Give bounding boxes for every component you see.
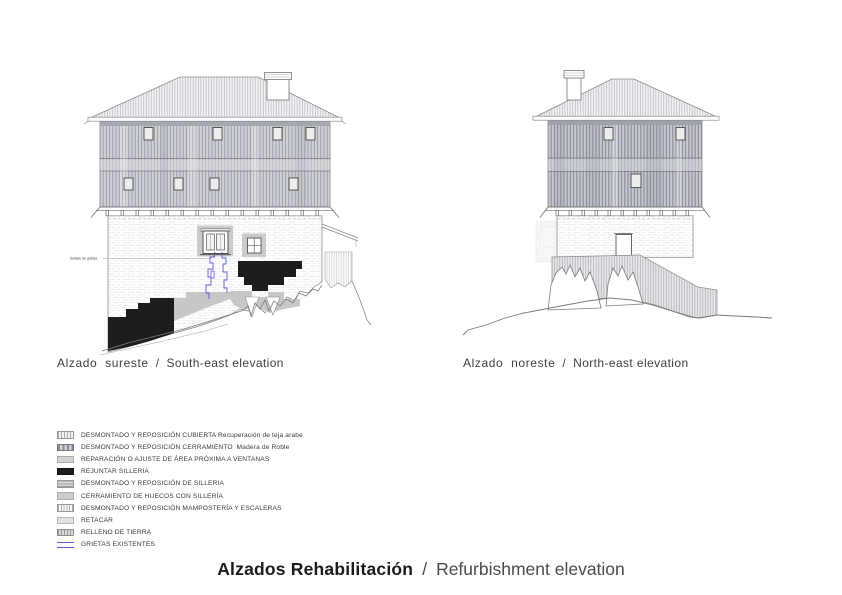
ne-stone-base — [557, 216, 693, 257]
se-chimney-icon — [265, 73, 292, 101]
legend-label: RETACAR — [81, 516, 114, 524]
legend-label: CERRAMIENTO DE HUECOS CON SILLERÍA — [81, 492, 224, 500]
sheet-title-es: Alzados Rehabilitación — [217, 559, 414, 579]
caption-separator: / — [155, 356, 160, 370]
sheet-title-en: Refurbishment elevation — [436, 559, 625, 579]
sheet-title-separator: / — [422, 559, 428, 579]
legend-label: DESMONTADO Y REPOSICIÓN CUBIERTA Recuperación de teja arabe — [81, 431, 303, 439]
legend — [57, 429, 303, 551]
legend-label: REPARACIÓN O AJUSTE DE ÁREA PRÓXIMA A VENTANAS — [81, 455, 270, 463]
legend-item — [57, 478, 303, 490]
se-timber-cladding — [100, 122, 330, 208]
legend-label: DESMONTADO Y REPOSICIÓN DE SILLERIA — [81, 480, 225, 488]
legend-label: DESMONTADO Y REPOSICIÓN CERRAMIENTO Madera de Roble — [81, 443, 290, 451]
legend-swatch-oak-cladding-hatch — [57, 444, 74, 452]
legend-item — [57, 490, 303, 502]
crack-annotation-label: Sellado de grietas — [70, 256, 98, 261]
legend-item — [57, 453, 303, 465]
legend-item — [57, 441, 303, 453]
legend-item — [57, 466, 303, 478]
northeast-caption-es: Alzado noreste — [463, 356, 556, 370]
legend-label: REJUNTAR SILLERIA — [81, 468, 150, 476]
se-adjoining-structure — [322, 224, 371, 325]
ne-roof — [533, 79, 719, 120]
se-small-window — [242, 234, 266, 258]
legend-item — [57, 527, 303, 539]
northeast-caption — [463, 356, 689, 370]
ne-chimney-icon — [564, 71, 584, 101]
se-main-window — [197, 226, 233, 257]
legend-swatch-earth-fill-hatch — [57, 529, 74, 537]
legend-item — [57, 539, 303, 551]
legend-swatch-solid-light-gray — [57, 517, 74, 525]
legend-swatch-blue-crack-lines — [57, 542, 74, 549]
legend-swatch-masonry-vertical-hatch — [57, 504, 74, 512]
sheet-title — [0, 559, 842, 580]
ne-timber-cladding — [548, 121, 702, 208]
legend-label: RELLENO DE TIERRA — [81, 529, 152, 537]
southeast-caption-es: Alzado sureste — [57, 356, 149, 370]
ne-door — [614, 234, 633, 258]
legend-swatch-roof-tile-hatch — [57, 431, 74, 439]
northeast-elevation-drawing — [455, 58, 785, 360]
se-roof — [84, 77, 346, 124]
legend-item — [57, 502, 303, 514]
legend-swatch-solid-black — [57, 468, 74, 476]
legend-swatch-ashlar-horizontal-hatch — [57, 480, 74, 488]
legend-item — [57, 514, 303, 526]
legend-label: GRIETAS EXISTENTES — [81, 541, 156, 549]
southeast-caption — [57, 356, 284, 370]
legend-item — [57, 429, 303, 441]
southeast-caption-en: South-east elevation — [166, 356, 284, 370]
caption-separator: / — [562, 356, 567, 370]
northeast-caption-en: North-east elevation — [573, 356, 689, 370]
legend-swatch-solid-gray — [57, 492, 74, 500]
legend-swatch-window-area-gray — [57, 456, 74, 464]
legend-label: DESMONTADO Y REPOSICIÓN MAMPOSTERÍA Y ESCALERAS — [81, 504, 282, 512]
southeast-elevation-drawing — [48, 58, 393, 360]
